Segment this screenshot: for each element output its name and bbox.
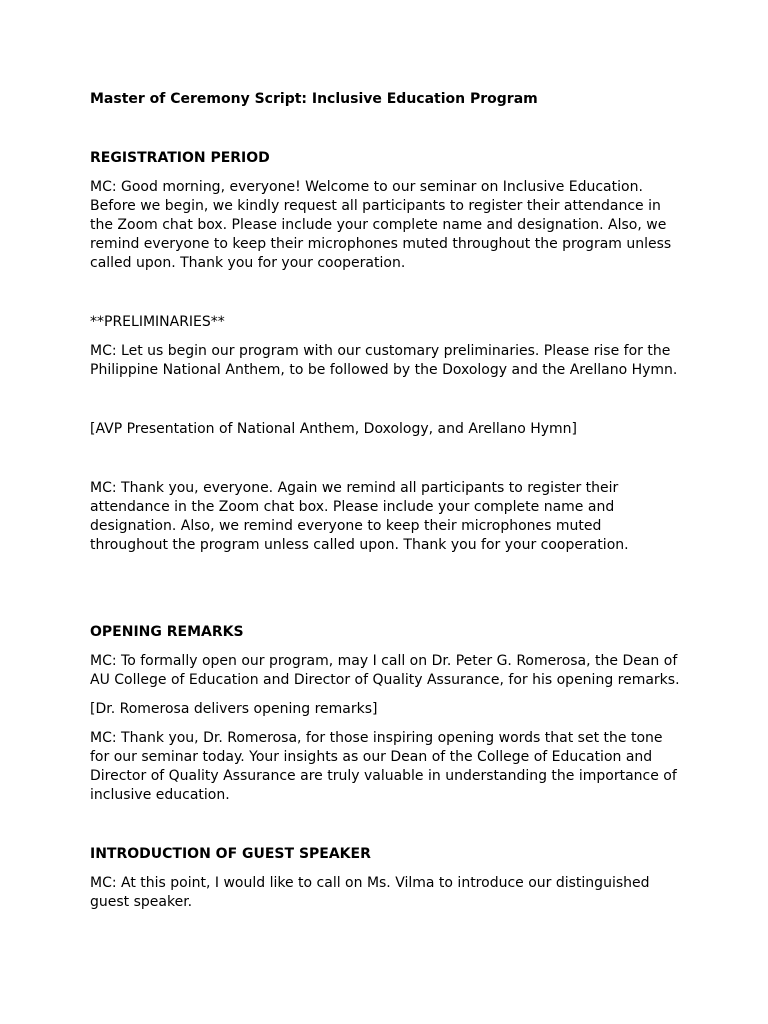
preliminaries-paragraph: MC: Let us begin our program with our customary preliminaries. Please rise for the Philippine National Anthem, to be followed by the Doxology and the Arellano Hymn. bbox=[90, 343, 678, 378]
opening-call-paragraph: MC: To formally open our program, may I call on Dr. Peter G. Romerosa, the Dean of AU College of Education and Director of Quality Assurance, for his opening remarks. bbox=[90, 653, 680, 688]
section-heading-guest-speaker: INTRODUCTION OF GUEST SPEAKER bbox=[90, 846, 371, 862]
reminder-paragraph: MC: Thank you, everyone. Again we remind all participants to register their attendance in the Zoom chat box. Please include your complete name and designation. Also, we remind everyone to keep their microphones muted throughout the program unless called upon. Thank you for your cooperation. bbox=[90, 480, 629, 553]
avp-note: [AVP Presentation of National Anthem, Doxology, and Arellano Hymn] bbox=[90, 421, 578, 437]
opening-thanks-paragraph: MC: Thank you, Dr. Romerosa, for those inspiring opening words that set the tone for our seminar today. Your insights as our Dean of the College of Education and Director of Quality Assurance are truly valuable in understanding the importance of inclusive education. bbox=[90, 730, 677, 803]
document-title: Master of Ceremony Script: Inclusive Education Program bbox=[90, 91, 538, 107]
guest-speaker-paragraph: MC: At this point, I would like to call on Ms. Vilma to introduce our distinguished guest speaker. bbox=[90, 875, 650, 910]
opening-stage-note: [Dr. Romerosa delivers opening remarks] bbox=[90, 701, 378, 717]
section-heading-opening: OPENING REMARKS bbox=[90, 624, 244, 640]
registration-paragraph: MC: Good morning, everyone! Welcome to our seminar on Inclusive Education. Before we begin, we kindly request all participants to register their attendance in the Zoom chat box. Please include your complete name and designation. Also, we remind everyone to keep their microphones muted throughout the program unless called upon. Thank you for your cooperation. bbox=[90, 179, 672, 271]
section-heading-preliminaries: **PRELIMINARIES** bbox=[90, 314, 225, 330]
section-heading-registration: REGISTRATION PERIOD bbox=[90, 150, 270, 166]
document-body bbox=[90, 90, 682, 912]
